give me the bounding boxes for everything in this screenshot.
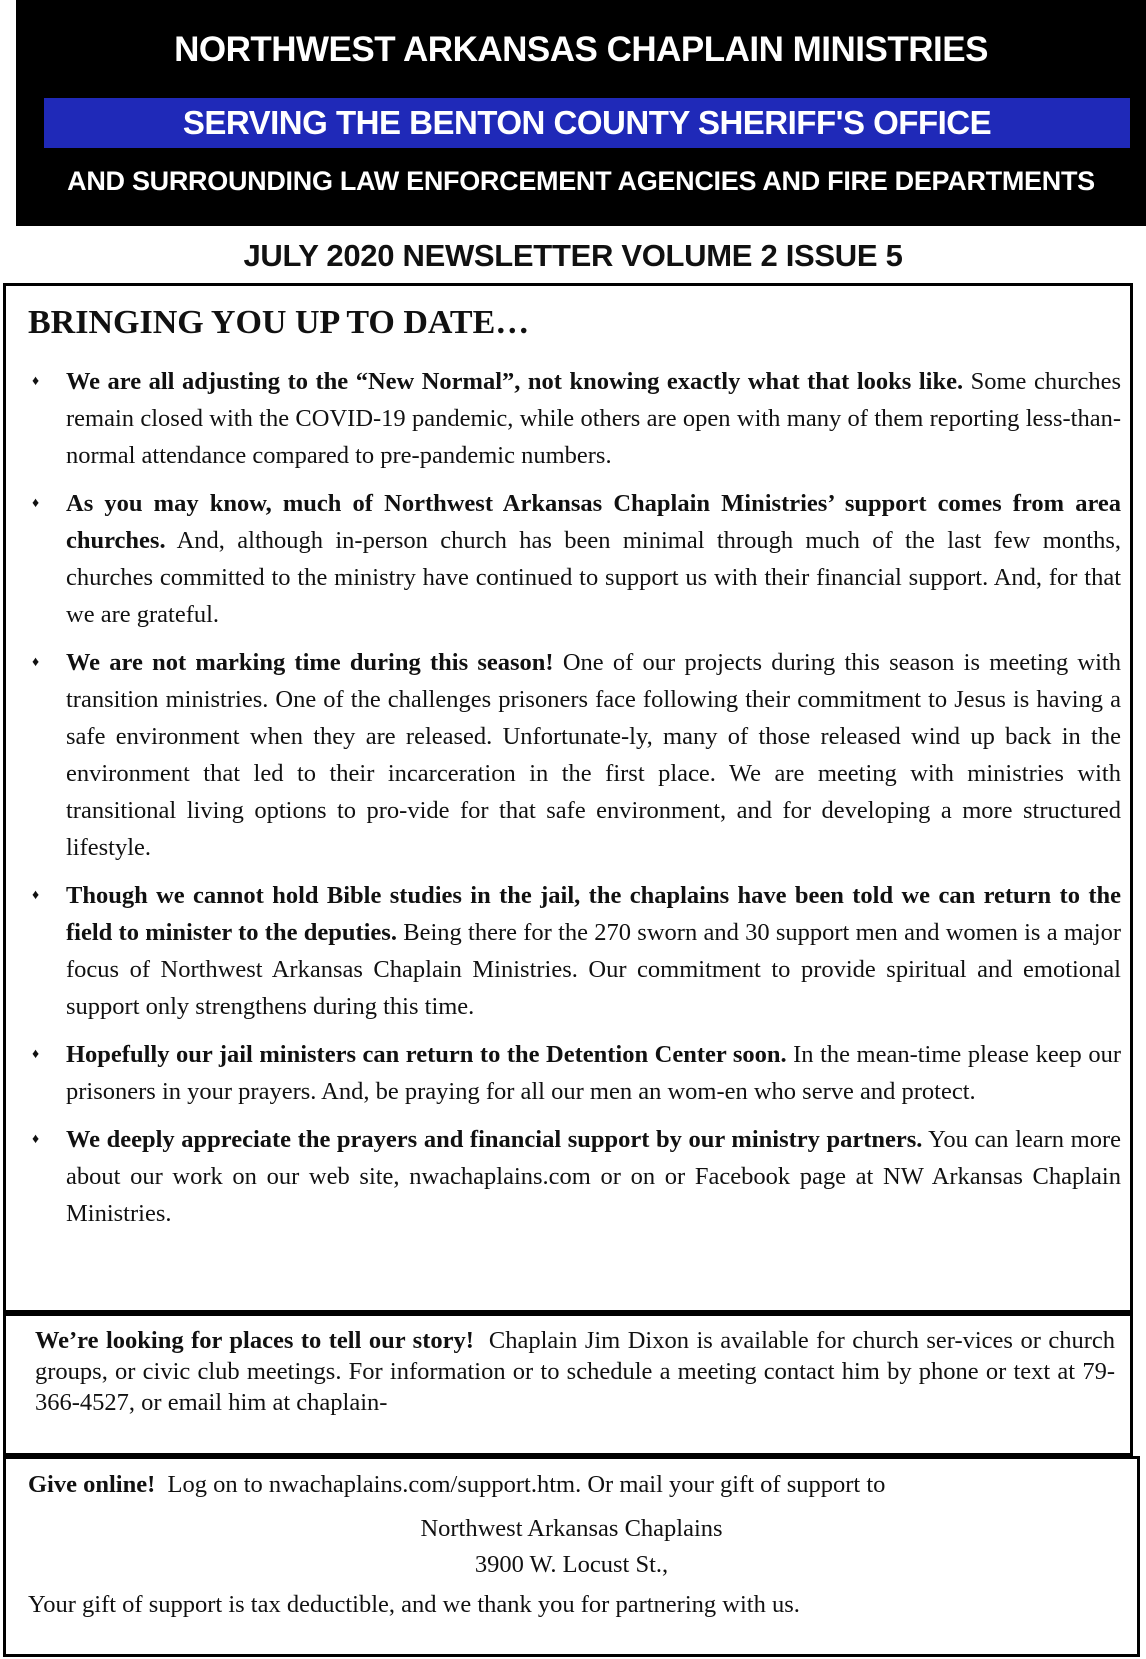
list-item xyxy=(26,644,1121,866)
diamond-bullet-icon: ♦ xyxy=(32,1132,40,1147)
list-item xyxy=(26,877,1121,1025)
story-paragraph xyxy=(35,1325,1115,1418)
bullet-text: And, although in-person church has been minimal through much of the last few months, churches committed to the ministry have continued to support us with their financial support. And, for that we are grateful. xyxy=(66,527,1121,628)
update-list xyxy=(26,363,1121,1243)
organization-subtitle: SERVING THE BENTON COUNTY SHERIFF'S OFFICE xyxy=(182,104,992,141)
section-heading: BRINGING YOU UP TO DATE… xyxy=(28,304,530,341)
list-item xyxy=(26,1036,1121,1110)
bullet-text: Some churches remain closed with the COVID-19 pandemic, while others are open with many of them reporting less-than-normal attendance compared to pre-pandemic numbers. xyxy=(66,368,1122,469)
bullet-text: One of our projects during this season is meeting with transition ministries. One of the challenges prisoners face following their commitment to Jesus is having a safe environment when they are released. Unfortunate-ly, many of those released wind up back in the environment that led to their incarceration in the first place. We are meeting with ministries with transitional living options to pro-vide for that safe environment, and for developing a more structured lifestyle. xyxy=(66,649,1121,861)
bullet-text: You can learn more about our work on our web site, nwachaplains.com or on or Facebook page at NW Arkansas Chaplain Ministries. xyxy=(66,1126,1121,1227)
story-body: Chaplain Jim Dixon is available for church ser-vices or church groups, or civic club meetings. For information or to schedule a meeting contact him by phone or text at 79-366-4527, or email him at chaplain- xyxy=(35,1327,1116,1416)
organization-tagline: AND SURROUNDING LAW ENFORCEMENT AGENCIES AND FIRE DEPARTMENTS xyxy=(67,166,1095,196)
bullet-text: Being there for the 270 sworn and 30 support men and women is a major focus of Northwest Arkansas Chaplain Ministries. Our commitment to provide spiritual and emotional support only strengthens during this time. xyxy=(66,919,1121,1020)
bullet-lead: Though we cannot hold Bible studies in the jail, the chaplains have been told we can return to the field to minister to the deputies. xyxy=(66,882,1121,946)
give-paragraph xyxy=(28,1471,885,1499)
blue-stripe xyxy=(44,98,1130,148)
bullet-lead: Hopefully our jail ministers can return to the Detention Center soon. xyxy=(66,1041,787,1068)
diamond-bullet-icon: ♦ xyxy=(32,655,40,670)
story-lead: We’re looking for places to tell our story! xyxy=(35,1327,474,1354)
give-body: Log on to nwachaplains.com/support.htm. Or mail your gift of support to xyxy=(167,1471,886,1498)
bullet-lead: We are all adjusting to the “New Normal”, not knowing exactly what that looks like. xyxy=(66,368,964,395)
list-item xyxy=(26,1121,1121,1232)
story-section xyxy=(3,1313,1133,1456)
diamond-bullet-icon: ♦ xyxy=(32,1047,40,1062)
diamond-bullet-icon: ♦ xyxy=(32,496,40,511)
bullet-text: In the mean-time please keep our prisoners in your prayers. And, be praying for all our men an wom-en who serve and protect. xyxy=(66,1041,1121,1105)
mailing-address-name: Northwest Arkansas Chaplains xyxy=(420,1515,723,1542)
organization-title: NORTHWEST ARKANSAS CHAPLAIN MINISTRIES xyxy=(174,30,988,69)
bullet-lead: As you may know, much of Northwest Arkansas Chaplain Ministries’ support comes from area churches. xyxy=(66,490,1121,554)
diamond-bullet-icon: ♦ xyxy=(32,888,40,903)
mailing-address-street: 3900 W. Locust St., xyxy=(474,1551,669,1578)
give-section xyxy=(3,1456,1140,1657)
bullet-lead: We are not marking time during this season! xyxy=(66,649,554,676)
give-lead: Give online! xyxy=(28,1471,156,1498)
list-item xyxy=(26,363,1121,474)
bullet-lead: We deeply appreciate the prayers and financial support by our ministry partners. xyxy=(66,1126,923,1153)
diamond-bullet-icon: ♦ xyxy=(32,374,40,389)
newsletter-issue-title: JULY 2020 NEWSLETTER VOLUME 2 ISSUE 5 xyxy=(243,238,903,273)
update-section xyxy=(3,283,1133,1313)
header-banner xyxy=(16,0,1146,226)
list-item xyxy=(26,485,1121,633)
give-closing: Your gift of support is tax deductible, and we thank you for partnering with us. xyxy=(28,1591,800,1618)
